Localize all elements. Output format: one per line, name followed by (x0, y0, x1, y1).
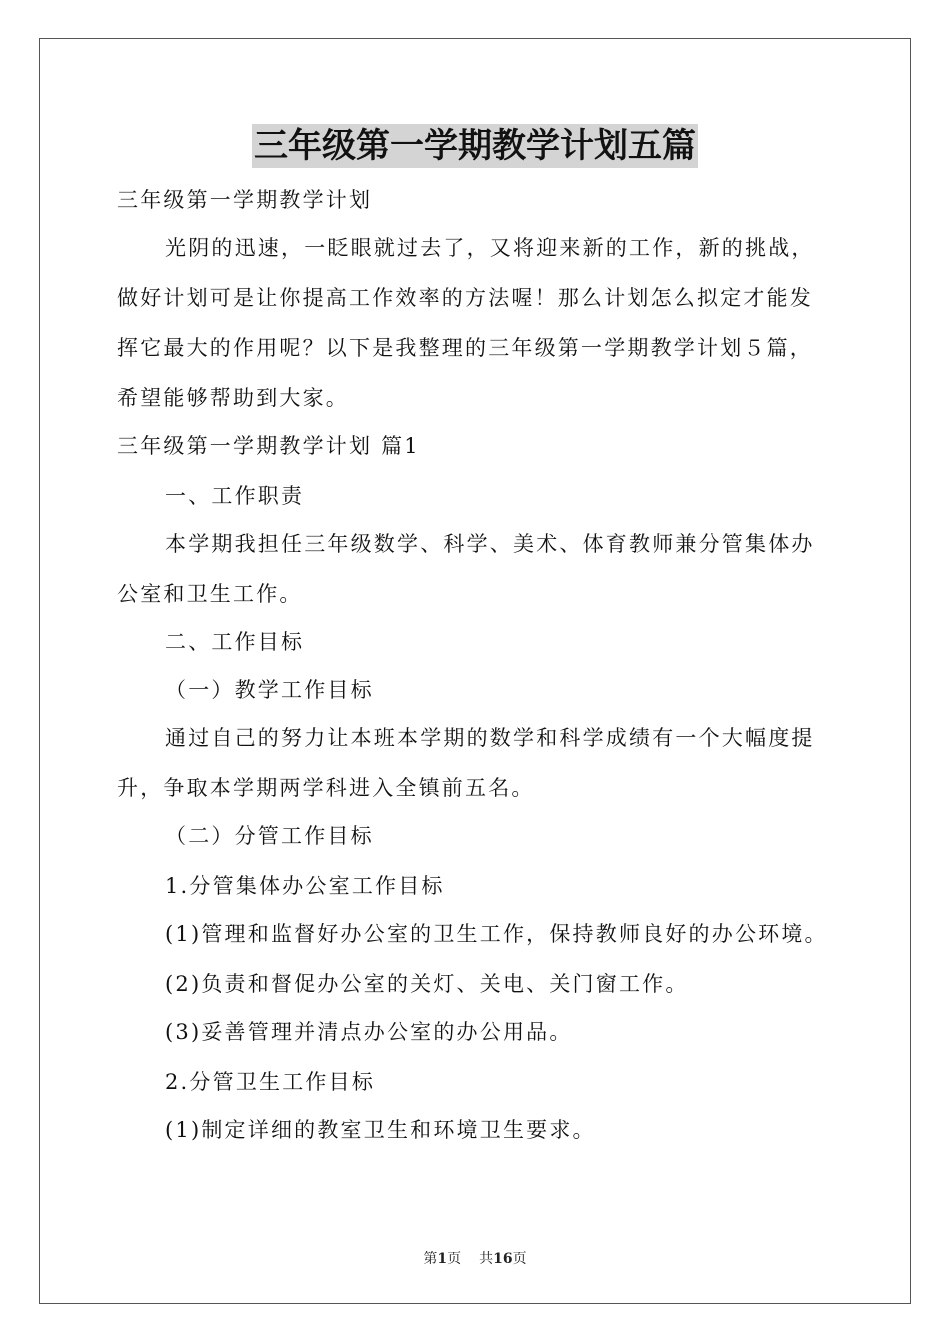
title-container (0, 124, 950, 168)
paragraph-line: 希望能够帮助到大家。 (117, 386, 349, 410)
subheading: 一、工作职责 (165, 484, 305, 508)
page-footer (0, 1248, 950, 1268)
total-page-count: 16 (493, 1251, 513, 1267)
paragraph-line: 通过自己的努力让本班本学期的数学和科学成绩有一个大幅度提 (165, 726, 815, 750)
subheading: 二、工作目标 (165, 630, 305, 654)
subheading: （二）分管工作目标 (165, 824, 374, 848)
current-page-number: 1 (437, 1251, 448, 1267)
paragraph-line: 本学期我担任三年级数学、科学、美术、体育教师兼分管集体办 (165, 532, 815, 556)
document-body (117, 178, 839, 1156)
paragraph-line: 做好计划可是让你提高工作效率的方法喔！那么计划怎么拟定才能发 (117, 286, 813, 310)
total-unit: 页 (512, 1251, 527, 1267)
paragraph-line: 挥它最大的作用呢？以下是我整理的三年级第一学期教学计划５篇， (117, 336, 813, 360)
section-heading: 三年级第一学期教学计划 篇1 (117, 434, 420, 458)
list-item: (1)制定详细的教室卫生和环境卫生要求。 (165, 1118, 596, 1142)
paragraph-line: 升，争取本学期两学科进入全镇前五名。 (117, 776, 535, 800)
page-prefix: 第 (423, 1251, 438, 1267)
total-prefix: 共 (479, 1251, 494, 1267)
list-item: (1)管理和监督好办公室的卫生工作，保持教师良好的办公环境。 (165, 922, 828, 946)
paragraph-line: 光阴的迅速，一眨眼就过去了，又将迎来新的工作，新的挑战， (165, 236, 815, 260)
list-item: (2)负责和督促办公室的关灯、关电、关门窗工作。 (165, 972, 689, 996)
section-heading: 三年级第一学期教学计划 (117, 188, 373, 212)
list-heading: 1.分管集体办公室工作目标 (165, 874, 445, 898)
document-title: 三年级第一学期教学计划五篇 (254, 126, 696, 166)
subheading: （一）教学工作目标 (165, 678, 374, 702)
paragraph-line: 公室和卫生工作。 (117, 582, 303, 606)
list-heading: 2.分管卫生工作目标 (165, 1070, 376, 1094)
page-unit: 页 (447, 1251, 462, 1267)
list-item: (3)妥善管理并清点办公室的办公用品。 (165, 1020, 573, 1044)
